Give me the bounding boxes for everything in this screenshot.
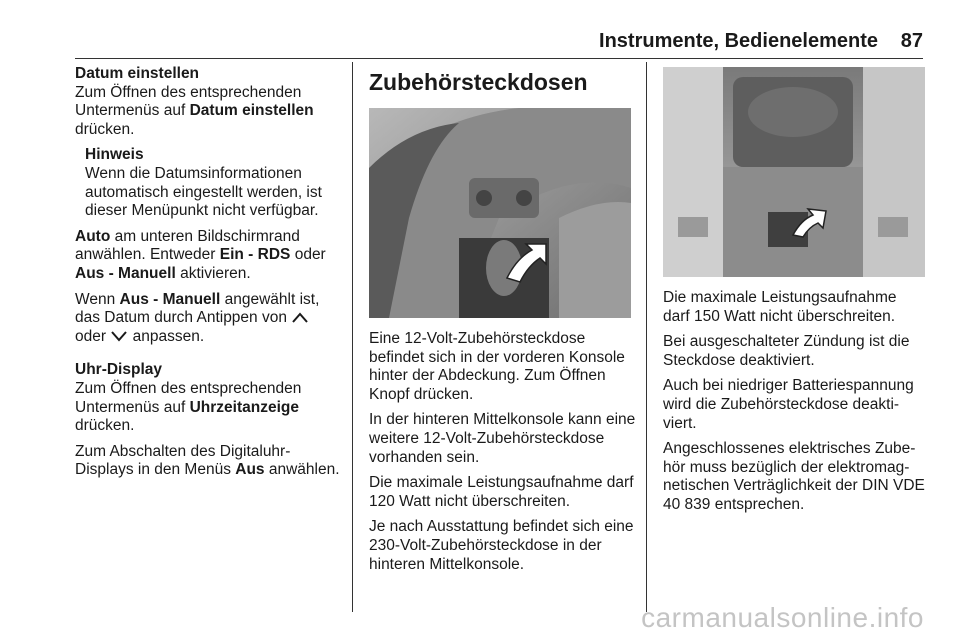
wenn-text-a: Wenn	[75, 290, 120, 308]
datum-text-a: Zum Öffnen des entsprechenden Untermenüs auf	[75, 83, 302, 120]
auto-text-d: oder	[290, 246, 326, 264]
hinweis-text: Wenn die Datumsinformationen automatisch eingestellt werden, ist dieser Menüpunkt nicht verfügbar.	[85, 164, 322, 220]
uhr-section	[75, 361, 343, 435]
datum-menu-ref: Datum einstellen	[189, 102, 314, 120]
column-divider-right	[646, 62, 647, 612]
column-divider-left	[352, 62, 353, 612]
hinweis-note	[75, 146, 343, 220]
ein-rds-label: Ein - RDS	[219, 246, 291, 264]
uhr-off-text-c: anwählen.	[264, 461, 340, 479]
header-rule	[75, 58, 923, 59]
page-number: 87	[900, 30, 923, 52]
uhr-off-paragraph	[75, 443, 343, 480]
watermark: carmanualsonline.info	[641, 602, 924, 633]
chevron-down-icon	[110, 330, 128, 342]
page-header-title: Instrumente, Bedienelemente	[599, 30, 878, 52]
middle-paragraph-3: Die maximale Leistungsaufnahme darf 120 Watt nicht überschreiten.	[369, 474, 634, 510]
aus-manuell-ref: Aus - Manuell	[119, 290, 221, 308]
middle-paragraph-1: Eine 12-Volt-Zubehörsteckdose befindet sich in der vorderen Konsole hinter der Abdeckung. Zum Öffnen Knopf drücken.	[369, 330, 625, 403]
aus-ref: Aus	[235, 461, 265, 479]
wenn-text-e: anpassen.	[128, 327, 205, 345]
uhr-text-a: Zum Öffnen des entsprechenden Untermenüs auf	[75, 379, 302, 416]
uhr-off-text-a: Zum Abschalten des Digitaluhr-Displays in den Menüs	[75, 442, 291, 479]
right-paragraph-4: Angeschlossenes elektrisches Zubehör muss bezüglich der elektromagnetischen Verträglichkeit der DIN VDE 40 839 entsprechen.	[663, 440, 925, 513]
chevron-up-icon	[291, 311, 309, 323]
uhrzeitanzeige-ref: Uhrzeitanzeige	[189, 398, 299, 416]
uhr-text-c: drücken.	[75, 417, 135, 435]
dashboard-socket-image	[369, 108, 631, 318]
middle-paragraph-2: In der hinteren Mittelkonsole kann eine weitere 12-Volt-Zubehörsteckdose vorhanden sein.	[369, 411, 636, 466]
datum-heading: Datum einstellen	[75, 65, 200, 82]
uhr-heading: Uhr-Display	[75, 361, 162, 379]
wenn-paragraph	[75, 291, 343, 347]
auto-text-f: aktivieren.	[175, 264, 251, 282]
section-heading: Zubehörsteckdosen	[369, 69, 588, 95]
auto-text-b: am unteren Bildschirmrand anwählen. Entweder	[75, 227, 300, 264]
aus-manuell-label: Aus - Manuell	[75, 264, 176, 282]
dashboard-illustration	[369, 108, 631, 318]
auto-paragraph	[75, 228, 343, 284]
right-column	[663, 68, 925, 522]
wenn-text-c: angewählt ist, das Datum durch Antippen von	[75, 290, 320, 327]
right-paragraph-2: Bei ausgeschalteter Zündung ist die Steckdose deaktiviert.	[663, 333, 910, 369]
middle-column	[369, 68, 637, 581]
auto-label: Auto	[75, 227, 111, 245]
wenn-text-d: oder	[75, 327, 111, 345]
middle-paragraph-4: Je nach Ausstattung befindet sich eine 230-Volt-Zubehörsteckdose in der hinteren Mittelkonsole.	[369, 518, 634, 573]
left-column	[75, 65, 343, 487]
right-paragraph-1: Die maximale Leistungsaufnahme darf 150 Watt nicht überschreiten.	[663, 289, 897, 325]
datum-text-c: drücken.	[75, 120, 135, 138]
console-illustration	[663, 67, 925, 277]
hinweis-heading: Hinweis	[85, 146, 144, 164]
rear-console-socket-image	[663, 67, 925, 277]
right-paragraph-3: Auch bei niedriger Batteriespannung wird die Zubehörsteckdose deaktiviert.	[663, 377, 914, 432]
datum-section	[75, 65, 343, 139]
